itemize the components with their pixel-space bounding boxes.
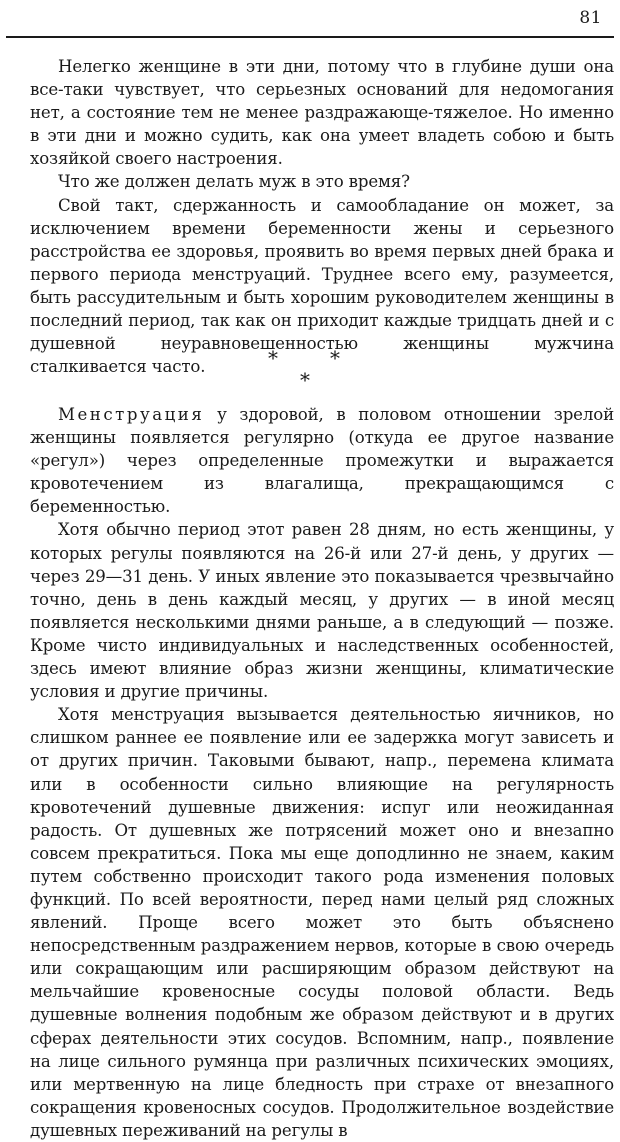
paragraph: Свой такт, сдержанность и самообладание он может, за исключением времени беременности жены и серьезного расстройства ее здоровья, проявить во время первых дней брака и первого периода менструаций. Труднее всего ему, разумеется, быть рассудительным и быть хорошим руководителем женщины в последний период, так как он приходит каждые тридцать дней и с душевной неуравновешенностью женщины мужчина сталкивается часто. xyxy=(30,195,614,377)
lead-paragraph xyxy=(30,403,614,518)
paragraph: Хотя обычно период этот равен 28 дням, но есть женщины, у которых регулы появляются на 26-й или 27-й день, у других — через 29—31 день. У иных явление это показывается чрезвычайно точно, день в день каждый месяц, у других — в иной месяц появляется несколькими днями раньше, а в следующий — позже. Кроме чисто индивидуальных и наследственных особенностей, здесь имеют влияние образ жизни женщины, климатические условия и другие причины. xyxy=(30,520,614,702)
page-number: 81 xyxy=(579,8,602,28)
header-rule xyxy=(6,36,614,38)
section-separator xyxy=(0,346,620,396)
asterisk: * xyxy=(268,346,278,370)
section-top xyxy=(30,55,614,378)
asterisk: * xyxy=(300,368,310,392)
asterisk: * xyxy=(330,346,340,370)
paragraph: Нелегко женщине в эти дни, потому что в глубине души она все-таки чувствует, что серьезных оснований для недомогания нет, а состояние тем не менее раздражающе-тяжелое. Но именно в эти дни и можно судить, как она умеет владеть собою и быть хозяйкой своего настроения. xyxy=(30,57,614,169)
lead-text: у здоровой, в половом отношении зрелой женщины появляется регулярно (откуда ее другое название «регул») через определенные промежутки и выражается кровотечением из влагалища, прекращающимся с беременностью. xyxy=(30,405,614,517)
paragraph: Что же должен делать муж в это время? xyxy=(58,172,410,192)
section-bottom xyxy=(30,403,614,1142)
paragraph: Хотя менструация вызывается деятельностью яичников, но слишком раннее ее появление или ее задержка могут зависеть и от других причин. Таковыми бывают, напр., перемена климата или в особенности сильно влияющие на регулярность кровотечений душевные движения: испуг или неожиданная радость. От душевных же потрясений может оно и внезапно совсем прекратиться. Пока мы еще доподлинно не знаем, каким путем собственно происходит такого рода изменения половых функций. По всей вероятности, перед нами целый ряд сложных явлений. Проще всего может это быть объяснено непосредственным раздражением нервов, которые в свою очередь или сокращающим или расширяющим образом действуют на мельчайшие кровеносные сосуды половой области. Ведь душевные волнения подобным же образом действуют и в других сферах деятельности этих сосудов. Вспомним, напр., появление на лице сильного румянца при различных психических эмоциях, или мертвенную на лице бледность при страхе от внезапного сокращения кровеносных сосудов. Продолжительное воздействие душевных переживаний на регулы в xyxy=(30,705,614,1140)
lead-word: Менструация xyxy=(58,405,205,424)
